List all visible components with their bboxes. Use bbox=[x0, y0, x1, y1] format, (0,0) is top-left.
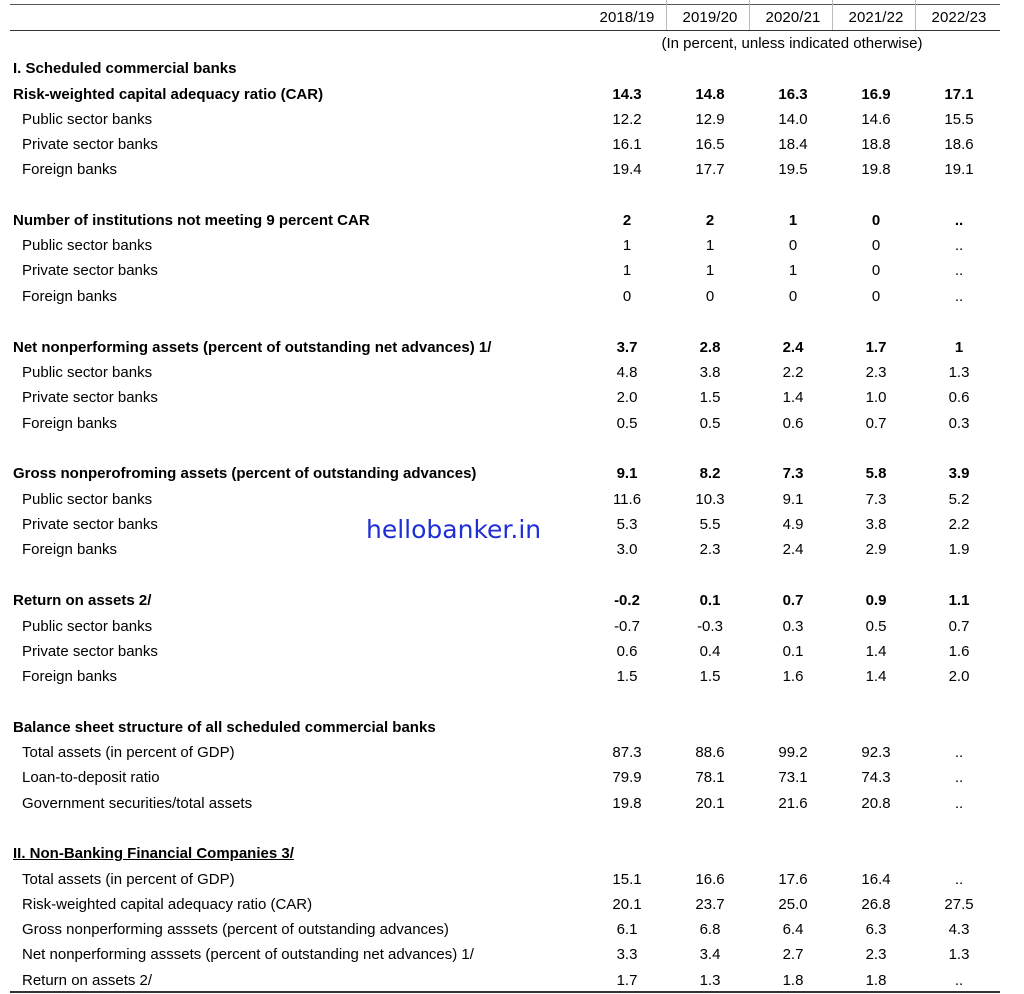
row-label: Loan-to-deposit ratio bbox=[22, 769, 160, 786]
cell-value: 1.5 bbox=[699, 389, 721, 406]
table-row bbox=[0, 740, 1024, 765]
cell-value: 16.5 bbox=[695, 136, 725, 153]
cell-value: 19.8 bbox=[612, 795, 642, 812]
cell-value: 6.4 bbox=[782, 921, 804, 938]
column-header-year: 2020/21 bbox=[765, 9, 821, 26]
row-label: Government securities/total assets bbox=[22, 795, 253, 812]
cell-value: 0 bbox=[622, 288, 632, 305]
table-row bbox=[0, 942, 1024, 967]
row-label: Private sector banks bbox=[22, 516, 158, 533]
cell-value: -0.2 bbox=[614, 592, 640, 609]
cell-value: 18.8 bbox=[861, 136, 891, 153]
cell-value: 99.2 bbox=[778, 744, 808, 761]
cell-value: 19.1 bbox=[944, 161, 974, 178]
section-row bbox=[0, 208, 1024, 233]
cell-value: 2.7 bbox=[782, 946, 804, 963]
section-row bbox=[0, 841, 1024, 866]
cell-value: 17.1 bbox=[944, 86, 974, 103]
table-row bbox=[0, 892, 1024, 917]
cell-value: 2.0 bbox=[616, 389, 638, 406]
cell-value: 1 bbox=[705, 237, 715, 254]
section-row bbox=[0, 715, 1024, 740]
cell-value: 1 bbox=[622, 237, 632, 254]
cell-value: 1 bbox=[705, 262, 715, 279]
cell-value: 8.2 bbox=[699, 465, 721, 482]
cell-value: 11.6 bbox=[612, 491, 642, 508]
cell-value: 0 bbox=[871, 237, 881, 254]
row-label: Public sector banks bbox=[22, 364, 153, 381]
cell-value: .. bbox=[954, 972, 964, 989]
cell-value: 7.3 bbox=[865, 491, 887, 508]
cell-value: 0.6 bbox=[616, 643, 638, 660]
cell-value: 87.3 bbox=[612, 744, 642, 761]
cell-value: 1.1 bbox=[948, 592, 970, 609]
cell-value: 3.9 bbox=[948, 465, 970, 482]
table-row bbox=[0, 765, 1024, 790]
cell-value: 2.4 bbox=[782, 541, 804, 558]
units-note: (In percent, unless indicated otherwise) bbox=[661, 35, 923, 52]
cell-value: 1.8 bbox=[782, 972, 804, 989]
watermark: hellobanker.in bbox=[366, 515, 542, 544]
cell-value: 19.4 bbox=[612, 161, 642, 178]
table-row bbox=[0, 107, 1024, 132]
cell-value: 0.1 bbox=[782, 643, 804, 660]
cell-value: 4.8 bbox=[616, 364, 638, 381]
section-row bbox=[0, 588, 1024, 613]
row-label: Number of institutions not meeting 9 percent CAR bbox=[13, 212, 370, 229]
cell-value: 1.3 bbox=[948, 364, 970, 381]
cell-value: 1.9 bbox=[948, 541, 970, 558]
table-row bbox=[0, 867, 1024, 892]
cell-value: 0.5 bbox=[699, 415, 721, 432]
cell-value: 0.6 bbox=[782, 415, 804, 432]
cell-value: 0 bbox=[788, 237, 798, 254]
cell-value: 2 bbox=[705, 212, 715, 229]
cell-value: 20.1 bbox=[695, 795, 725, 812]
cell-value: .. bbox=[954, 795, 964, 812]
cell-value: 92.3 bbox=[861, 744, 891, 761]
table-row bbox=[0, 664, 1024, 689]
cell-value: -0.3 bbox=[697, 618, 723, 635]
cell-value: 1.6 bbox=[782, 668, 804, 685]
cell-value: 78.1 bbox=[695, 769, 725, 786]
row-label: Total assets (in percent of GDP) bbox=[22, 871, 235, 888]
cell-value: 1.5 bbox=[699, 668, 721, 685]
section-row bbox=[0, 56, 1024, 81]
row-label: Risk-weighted capital adequacy ratio (CAR) bbox=[13, 86, 324, 103]
cell-value: 19.8 bbox=[861, 161, 891, 178]
cell-value: 1 bbox=[622, 262, 632, 279]
section-row bbox=[0, 335, 1024, 360]
row-label: Balance sheet structure of all scheduled commercial banks bbox=[13, 719, 436, 736]
cell-value: 16.3 bbox=[778, 86, 808, 103]
section-row bbox=[0, 461, 1024, 486]
cell-value: 0 bbox=[871, 288, 881, 305]
row-label: Net nonperforming assets (percent of outstanding net advances) 1/ bbox=[13, 339, 492, 356]
cell-value: 12.9 bbox=[695, 111, 725, 128]
row-label: Private sector banks bbox=[22, 643, 158, 660]
cell-value: 18.4 bbox=[778, 136, 808, 153]
cell-value: 0 bbox=[871, 212, 881, 229]
cell-value: 14.3 bbox=[612, 86, 642, 103]
table-row bbox=[0, 385, 1024, 410]
row-label: Foreign banks bbox=[22, 415, 118, 432]
cell-value: 18.6 bbox=[944, 136, 974, 153]
cell-value: 0.1 bbox=[699, 592, 721, 609]
cell-value: 1 bbox=[788, 212, 798, 229]
top-rule bbox=[10, 4, 1000, 5]
cell-value: 0 bbox=[788, 288, 798, 305]
cell-value: 1.6 bbox=[948, 643, 970, 660]
cell-value: 2.9 bbox=[865, 541, 887, 558]
column-header-year: 2019/20 bbox=[682, 9, 738, 26]
cell-value: .. bbox=[954, 769, 964, 786]
cell-value: 3.8 bbox=[865, 516, 887, 533]
row-label: Private sector banks bbox=[22, 262, 158, 279]
cell-value: 0 bbox=[871, 262, 881, 279]
cell-value: 3.4 bbox=[699, 946, 721, 963]
cell-value: 14.0 bbox=[778, 111, 808, 128]
cell-value: 1.4 bbox=[865, 668, 887, 685]
row-label: Foreign banks bbox=[22, 288, 118, 305]
cell-value: 3.7 bbox=[616, 339, 638, 356]
cell-value: 6.3 bbox=[865, 921, 887, 938]
cell-value: 0.7 bbox=[948, 618, 970, 635]
cell-value: 3.0 bbox=[616, 541, 638, 558]
row-label: Private sector banks bbox=[22, 136, 158, 153]
cell-value: 20.8 bbox=[861, 795, 891, 812]
cell-value: 14.8 bbox=[695, 86, 725, 103]
cell-value: 1 bbox=[954, 339, 964, 356]
row-label: Gross nonperofroming assets (percent of outstanding advances) bbox=[13, 465, 477, 482]
cell-value: -0.7 bbox=[614, 618, 640, 635]
cell-value: 16.1 bbox=[612, 136, 642, 153]
cell-value: 0.6 bbox=[948, 389, 970, 406]
cell-value: .. bbox=[954, 237, 964, 254]
cell-value: 16.4 bbox=[861, 871, 891, 888]
table-row bbox=[0, 157, 1024, 182]
row-label: I. Scheduled commercial banks bbox=[13, 60, 237, 77]
cell-value: 15.1 bbox=[612, 871, 642, 888]
cell-value: 1.5 bbox=[616, 668, 638, 685]
table-row bbox=[0, 487, 1024, 512]
cell-value: 4.9 bbox=[782, 516, 804, 533]
cell-value: 5.2 bbox=[948, 491, 970, 508]
table-row bbox=[0, 968, 1024, 993]
table-row bbox=[0, 917, 1024, 942]
row-label: Foreign banks bbox=[22, 161, 118, 178]
row-label: Public sector banks bbox=[22, 237, 153, 254]
cell-value: 0 bbox=[705, 288, 715, 305]
cell-value: 17.6 bbox=[778, 871, 808, 888]
row-label: Public sector banks bbox=[22, 111, 153, 128]
cell-value: 0.5 bbox=[865, 618, 887, 635]
cell-value: 73.1 bbox=[778, 769, 808, 786]
row-label: Private sector banks bbox=[22, 389, 158, 406]
table-row bbox=[0, 614, 1024, 639]
table-row bbox=[0, 132, 1024, 157]
row-label: Public sector banks bbox=[22, 491, 153, 508]
header-rule bbox=[10, 30, 1000, 31]
cell-value: 19.5 bbox=[778, 161, 808, 178]
row-label: Foreign banks bbox=[22, 541, 118, 558]
table-row bbox=[0, 258, 1024, 283]
cell-value: 5.5 bbox=[699, 516, 721, 533]
cell-value: .. bbox=[954, 288, 964, 305]
cell-value: 9.1 bbox=[782, 491, 804, 508]
cell-value: 2.4 bbox=[782, 339, 804, 356]
cell-value: 21.6 bbox=[778, 795, 808, 812]
cell-value: 0.3 bbox=[948, 415, 970, 432]
cell-value: 20.1 bbox=[612, 896, 642, 913]
cell-value: 7.3 bbox=[782, 465, 804, 482]
cell-value: 23.7 bbox=[695, 896, 725, 913]
cell-value: 1.8 bbox=[865, 972, 887, 989]
cell-value: 16.6 bbox=[695, 871, 725, 888]
table-row bbox=[0, 284, 1024, 309]
section-row bbox=[0, 82, 1024, 107]
cell-value: 2.3 bbox=[865, 364, 887, 381]
cell-value: 1.4 bbox=[782, 389, 804, 406]
cell-value: 2 bbox=[622, 212, 632, 229]
cell-value: .. bbox=[954, 871, 964, 888]
cell-value: 4.3 bbox=[948, 921, 970, 938]
cell-value: 0.7 bbox=[782, 592, 804, 609]
column-header-year: 2022/23 bbox=[931, 9, 987, 26]
row-label: Total assets (in percent of GDP) bbox=[22, 744, 235, 761]
cell-value: 9.1 bbox=[616, 465, 638, 482]
cell-value: 2.2 bbox=[782, 364, 804, 381]
row-label: Net nonperforming asssets (percent of outstanding net advances) 1/ bbox=[22, 946, 474, 963]
cell-value: 6.8 bbox=[699, 921, 721, 938]
cell-value: 1.3 bbox=[699, 972, 721, 989]
cell-value: .. bbox=[954, 744, 964, 761]
cell-value: 16.9 bbox=[861, 86, 891, 103]
cell-value: 12.2 bbox=[612, 111, 642, 128]
row-label: Return on assets 2/ bbox=[13, 592, 152, 609]
cell-value: 2.8 bbox=[699, 339, 721, 356]
cell-value: 2.0 bbox=[948, 668, 970, 685]
row-label: Risk-weighted capital adequacy ratio (CAR) bbox=[22, 896, 313, 913]
cell-value: 0.4 bbox=[699, 643, 721, 660]
cell-value: 14.6 bbox=[861, 111, 891, 128]
cell-value: 15.5 bbox=[944, 111, 974, 128]
cell-value: 2.2 bbox=[948, 516, 970, 533]
cell-value: 3.8 bbox=[699, 364, 721, 381]
cell-value: 27.5 bbox=[944, 896, 974, 913]
cell-value: 1 bbox=[788, 262, 798, 279]
row-label: Public sector banks bbox=[22, 618, 153, 635]
cell-value: .. bbox=[954, 212, 964, 229]
cell-value: 1.4 bbox=[865, 643, 887, 660]
cell-value: 88.6 bbox=[695, 744, 725, 761]
cell-value: 0.9 bbox=[865, 592, 887, 609]
cell-value: 10.3 bbox=[695, 491, 725, 508]
cell-value: 2.3 bbox=[699, 541, 721, 558]
cell-value: 2.3 bbox=[865, 946, 887, 963]
table-row bbox=[0, 411, 1024, 436]
cell-value: 17.7 bbox=[695, 161, 725, 178]
cell-value: 74.3 bbox=[861, 769, 891, 786]
bottom-rule bbox=[10, 991, 1000, 993]
row-label: II. Non-Banking Financial Companies 3/ bbox=[13, 845, 294, 862]
table-row bbox=[0, 791, 1024, 816]
cell-value: 0.7 bbox=[865, 415, 887, 432]
table-row bbox=[0, 639, 1024, 664]
cell-value: 0.3 bbox=[782, 618, 804, 635]
row-label: Foreign banks bbox=[22, 668, 118, 685]
cell-value: 1.3 bbox=[948, 946, 970, 963]
cell-value: 1.7 bbox=[865, 339, 887, 356]
table-row bbox=[0, 233, 1024, 258]
row-label: Gross nonperforming asssets (percent of outstanding advances) bbox=[22, 921, 449, 938]
cell-value: 25.0 bbox=[778, 896, 808, 913]
row-label: Return on assets 2/ bbox=[22, 972, 153, 989]
table-row bbox=[0, 360, 1024, 385]
column-header-year: 2021/22 bbox=[848, 9, 904, 26]
cell-value: 0.5 bbox=[616, 415, 638, 432]
cell-value: 79.9 bbox=[612, 769, 642, 786]
cell-value: 26.8 bbox=[861, 896, 891, 913]
column-header-year: 2018/19 bbox=[599, 9, 655, 26]
cell-value: 5.3 bbox=[616, 516, 638, 533]
cell-value: 3.3 bbox=[616, 946, 638, 963]
cell-value: 1.7 bbox=[616, 972, 638, 989]
cell-value: .. bbox=[954, 262, 964, 279]
cell-value: 6.1 bbox=[616, 921, 638, 938]
cell-value: 5.8 bbox=[865, 465, 887, 482]
cell-value: 1.0 bbox=[865, 389, 887, 406]
